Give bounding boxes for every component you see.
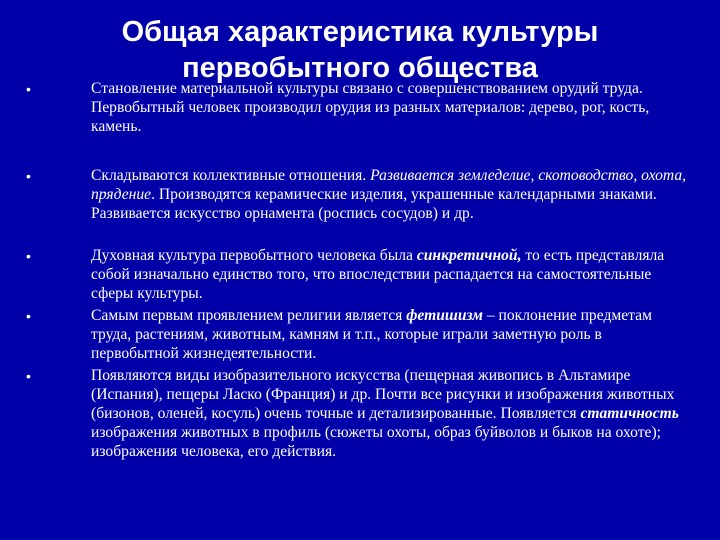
bullet-text-end: то есть представляла собой изначально единство того, что впоследствии распадается на самостоятельные сферы культуры. [91,247,665,302]
bullet-item-visual-art [0,367,720,487]
bullet-text-end: . Производятся керамические изделия, украшенные календарными знаками. Развивается искусство орнамента (роспись сосудов) и др. [91,185,657,222]
bullet-icon: • [26,168,31,184]
bullet-icon: • [26,368,31,384]
bullet-text-start: Складываются коллективные отношения. [91,167,371,184]
bullet-emphasis-text: фетишизм [406,307,483,324]
bullet-item-collective-relations [0,167,720,247]
bullet-icon: • [26,81,31,97]
title-line-2: первобытного общества [182,52,538,84]
bullet-emphasis-text: синкретичной, [416,247,522,264]
bullet-text-start: Появляются виды изобразительного искусства (пещерная живопись в Альтамире (Испания), пещеры Ласко (Франция) и др. Почти все рисунки и изображения животных (бизонов, оленей, косуль) очень точные и детализированные. Появляется [91,367,675,422]
bullet-text-start: Духовная культура первобытного человека была [91,247,417,264]
bullet-item-material-culture [0,80,720,167]
bullet-list [0,80,720,487]
bullet-emphasis-text: статичность [580,404,679,422]
bullet-italic-text: Развивается земледелие, скотоводство, охота, прядение [91,167,687,203]
bullet-text-start: Самым первым проявлением религии является [91,307,407,324]
bullet-text-end: изображения животных в профиль (сюжеты охоты, образ буйволов и быков на охоте); изображения человека, его действия. [91,423,661,460]
bullet-text-end: – поклонение предметам труда, растениям, животным, камням и т.п., которые играли заметную роль в первобытной жизнедеятельности. [91,307,652,362]
bullet-item-spiritual-culture [0,247,720,307]
bullet-item-religion [0,307,720,367]
slide-title [60,14,660,86]
title-line-1: Общая характеристика культуры [121,16,599,48]
bullet-icon: • [26,248,31,264]
bullet-icon: • [26,308,31,324]
bullet-text: Становление материальной культуры связано с совершенствованием орудий труда. Первобытный человек производил орудия из разных материалов: дерево, рог, кость, камень. [91,80,650,135]
